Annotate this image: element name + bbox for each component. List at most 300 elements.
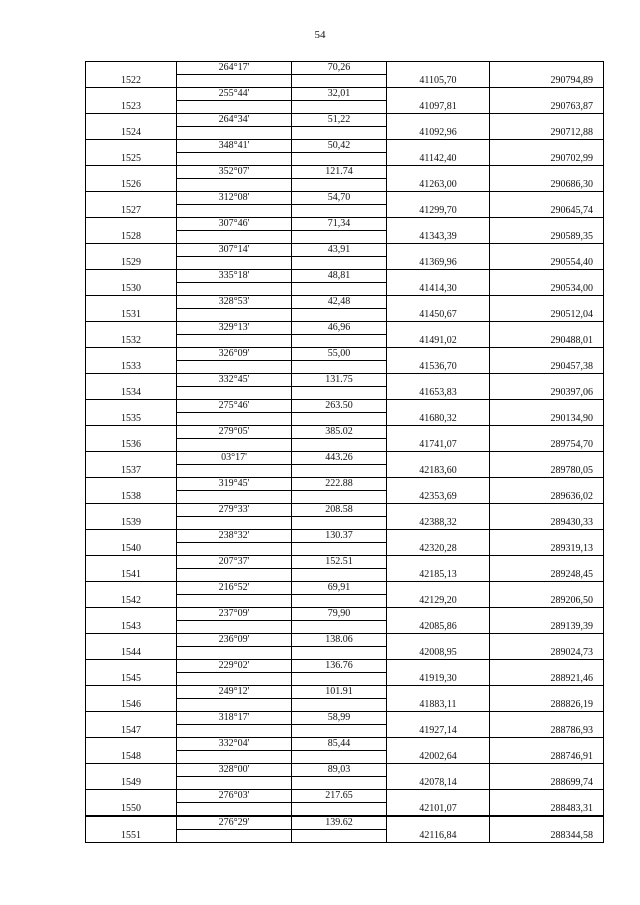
point-number-cell: 1545 bbox=[86, 673, 177, 686]
table-row bbox=[86, 413, 604, 426]
point-number-cell: 1534 bbox=[86, 387, 177, 400]
x-coordinate-cell: 42002,64 bbox=[387, 751, 490, 764]
line-length-cell bbox=[292, 803, 387, 817]
direction-angle-cell: 352°07' bbox=[177, 166, 292, 179]
line-length-cell: 136.76 bbox=[292, 660, 387, 673]
x-coordinate-cell: 42008,95 bbox=[387, 647, 490, 660]
line-length-cell: 217.65 bbox=[292, 790, 387, 803]
direction-angle-cell: 255°44' bbox=[177, 88, 292, 101]
table-row bbox=[86, 270, 604, 283]
point-number-cell bbox=[86, 634, 177, 647]
line-length-cell: 152.51 bbox=[292, 556, 387, 569]
table-row bbox=[86, 218, 604, 231]
direction-angle-cell: 328°00' bbox=[177, 764, 292, 777]
y-coordinate-cell bbox=[490, 426, 604, 439]
line-length-cell bbox=[292, 335, 387, 348]
line-length-cell bbox=[292, 153, 387, 166]
direction-angle-cell bbox=[177, 725, 292, 738]
direction-angle-cell bbox=[177, 309, 292, 322]
direction-angle-cell bbox=[177, 543, 292, 556]
direction-angle-cell bbox=[177, 673, 292, 686]
line-length-cell: 48,81 bbox=[292, 270, 387, 283]
direction-angle-cell bbox=[177, 205, 292, 218]
table-row bbox=[86, 777, 604, 790]
y-coordinate-cell bbox=[490, 790, 604, 803]
y-coordinate-cell bbox=[490, 530, 604, 543]
point-number-cell: 1527 bbox=[86, 205, 177, 218]
direction-angle-cell bbox=[177, 153, 292, 166]
x-coordinate-cell: 42116,84 bbox=[387, 830, 490, 843]
direction-angle-cell: 216°52' bbox=[177, 582, 292, 595]
direction-angle-cell bbox=[177, 751, 292, 764]
point-number-cell bbox=[86, 244, 177, 257]
y-coordinate-cell bbox=[490, 166, 604, 179]
point-number-cell bbox=[86, 114, 177, 127]
point-number-cell bbox=[86, 322, 177, 335]
x-coordinate-cell bbox=[387, 244, 490, 257]
direction-angle-cell bbox=[177, 413, 292, 426]
point-number-cell bbox=[86, 166, 177, 179]
point-number-cell: 1540 bbox=[86, 543, 177, 556]
point-number-cell bbox=[86, 712, 177, 725]
direction-angle-cell bbox=[177, 387, 292, 400]
point-number-cell: 1537 bbox=[86, 465, 177, 478]
x-coordinate-cell: 42101,07 bbox=[387, 803, 490, 817]
line-length-cell bbox=[292, 699, 387, 712]
point-number-cell: 1543 bbox=[86, 621, 177, 634]
line-length-cell: 85,44 bbox=[292, 738, 387, 751]
table-row bbox=[86, 660, 604, 673]
y-coordinate-cell: 289139,39 bbox=[490, 621, 604, 634]
point-number-cell bbox=[86, 478, 177, 491]
y-coordinate-cell bbox=[490, 114, 604, 127]
y-coordinate-cell bbox=[490, 88, 604, 101]
point-number-cell bbox=[86, 660, 177, 673]
direction-angle-cell: 249°12' bbox=[177, 686, 292, 699]
direction-angle-cell: 332°04' bbox=[177, 738, 292, 751]
table-row bbox=[86, 101, 604, 114]
direction-angle-cell: 329°13' bbox=[177, 322, 292, 335]
x-coordinate-cell: 41299,70 bbox=[387, 205, 490, 218]
table-row bbox=[86, 335, 604, 348]
direction-angle-cell bbox=[177, 361, 292, 374]
x-coordinate-cell bbox=[387, 114, 490, 127]
x-coordinate-cell: 41450,67 bbox=[387, 309, 490, 322]
y-coordinate-cell: 290534,00 bbox=[490, 283, 604, 296]
direction-angle-cell: 312°08' bbox=[177, 192, 292, 205]
y-coordinate-cell bbox=[490, 296, 604, 309]
line-length-cell: 32,01 bbox=[292, 88, 387, 101]
direction-angle-cell bbox=[177, 699, 292, 712]
y-coordinate-cell bbox=[490, 556, 604, 569]
line-length-cell bbox=[292, 543, 387, 556]
table-row bbox=[86, 751, 604, 764]
table-row bbox=[86, 348, 604, 361]
y-coordinate-cell: 290645,74 bbox=[490, 205, 604, 218]
point-number-cell: 1522 bbox=[86, 75, 177, 88]
y-coordinate-cell: 289430,33 bbox=[490, 517, 604, 530]
point-number-cell: 1549 bbox=[86, 777, 177, 790]
y-coordinate-cell bbox=[490, 244, 604, 257]
table-row bbox=[86, 634, 604, 647]
point-number-cell: 1551 bbox=[86, 830, 177, 843]
x-coordinate-cell: 42320,28 bbox=[387, 543, 490, 556]
point-number-cell: 1525 bbox=[86, 153, 177, 166]
table-row bbox=[86, 283, 604, 296]
line-length-cell: 208.58 bbox=[292, 504, 387, 517]
table-row bbox=[86, 712, 604, 725]
x-coordinate-cell: 41919,30 bbox=[387, 673, 490, 686]
table-row bbox=[86, 699, 604, 712]
y-coordinate-cell: 289754,70 bbox=[490, 439, 604, 452]
table-row bbox=[86, 504, 604, 517]
x-coordinate-cell: 42388,32 bbox=[387, 517, 490, 530]
direction-angle-cell: 335°18' bbox=[177, 270, 292, 283]
direction-angle-cell: 238°32' bbox=[177, 530, 292, 543]
coordinates-table-body bbox=[86, 62, 604, 843]
point-number-cell: 1536 bbox=[86, 439, 177, 452]
x-coordinate-cell: 41142,40 bbox=[387, 153, 490, 166]
x-coordinate-cell: 42353,69 bbox=[387, 491, 490, 504]
point-number-cell: 1541 bbox=[86, 569, 177, 582]
line-length-cell bbox=[292, 725, 387, 738]
direction-angle-cell: 264°34' bbox=[177, 114, 292, 127]
direction-angle-cell: 237°09' bbox=[177, 608, 292, 621]
line-length-cell bbox=[292, 309, 387, 322]
point-number-cell bbox=[86, 400, 177, 413]
direction-angle-cell bbox=[177, 75, 292, 88]
line-length-cell bbox=[292, 257, 387, 270]
direction-angle-cell: 275°46' bbox=[177, 400, 292, 413]
line-length-cell bbox=[292, 517, 387, 530]
y-coordinate-cell bbox=[490, 504, 604, 517]
x-coordinate-cell: 41414,30 bbox=[387, 283, 490, 296]
table-row bbox=[86, 530, 604, 543]
line-length-cell bbox=[292, 439, 387, 452]
table-row bbox=[86, 114, 604, 127]
y-coordinate-cell: 290686,30 bbox=[490, 179, 604, 192]
line-length-cell: 222.88 bbox=[292, 478, 387, 491]
y-coordinate-cell: 289024,73 bbox=[490, 647, 604, 660]
table-row bbox=[86, 153, 604, 166]
y-coordinate-cell: 290702,99 bbox=[490, 153, 604, 166]
line-length-cell bbox=[292, 777, 387, 790]
table-row bbox=[86, 192, 604, 205]
table-row bbox=[86, 322, 604, 335]
table-row bbox=[86, 830, 604, 843]
table-row bbox=[86, 647, 604, 660]
table-row bbox=[86, 608, 604, 621]
point-number-cell: 1528 bbox=[86, 231, 177, 244]
direction-angle-cell bbox=[177, 335, 292, 348]
table-row bbox=[86, 465, 604, 478]
point-number-cell bbox=[86, 790, 177, 803]
point-number-cell bbox=[86, 270, 177, 283]
table-row bbox=[86, 88, 604, 101]
point-number-cell: 1539 bbox=[86, 517, 177, 530]
x-coordinate-cell bbox=[387, 192, 490, 205]
table-row bbox=[86, 400, 604, 413]
y-coordinate-cell bbox=[490, 374, 604, 387]
y-coordinate-cell bbox=[490, 634, 604, 647]
x-coordinate-cell: 41536,70 bbox=[387, 361, 490, 374]
x-coordinate-cell: 41092,96 bbox=[387, 127, 490, 140]
y-coordinate-cell: 289636,02 bbox=[490, 491, 604, 504]
line-length-cell: 55,00 bbox=[292, 348, 387, 361]
direction-angle-cell: 279°33' bbox=[177, 504, 292, 517]
x-coordinate-cell: 42185,13 bbox=[387, 569, 490, 582]
table-row bbox=[86, 75, 604, 88]
table-row bbox=[86, 595, 604, 608]
point-number-cell bbox=[86, 296, 177, 309]
table-row bbox=[86, 166, 604, 179]
y-coordinate-cell bbox=[490, 816, 604, 830]
x-coordinate-cell: 41680,32 bbox=[387, 413, 490, 426]
y-coordinate-cell: 290554,40 bbox=[490, 257, 604, 270]
y-coordinate-cell bbox=[490, 660, 604, 673]
direction-angle-cell bbox=[177, 231, 292, 244]
x-coordinate-cell bbox=[387, 62, 490, 75]
x-coordinate-cell: 41883,11 bbox=[387, 699, 490, 712]
x-coordinate-cell bbox=[387, 426, 490, 439]
x-coordinate-cell: 42129,20 bbox=[387, 595, 490, 608]
direction-angle-cell: 264°17' bbox=[177, 62, 292, 75]
table-row bbox=[86, 556, 604, 569]
direction-angle-cell bbox=[177, 465, 292, 478]
direction-angle-cell bbox=[177, 179, 292, 192]
direction-angle-cell bbox=[177, 830, 292, 843]
y-coordinate-cell: 289206,50 bbox=[490, 595, 604, 608]
y-coordinate-cell: 289248,45 bbox=[490, 569, 604, 582]
y-coordinate-cell: 288344,58 bbox=[490, 830, 604, 843]
y-coordinate-cell: 288921,46 bbox=[490, 673, 604, 686]
direction-angle-cell: 03°17' bbox=[177, 452, 292, 465]
y-coordinate-cell: 288483,31 bbox=[490, 803, 604, 817]
page-number: 54 bbox=[314, 29, 326, 41]
y-coordinate-cell: 288746,91 bbox=[490, 751, 604, 764]
point-number-cell: 1538 bbox=[86, 491, 177, 504]
table-row bbox=[86, 426, 604, 439]
line-length-cell bbox=[292, 127, 387, 140]
x-coordinate-cell: 42183,60 bbox=[387, 465, 490, 478]
table-row bbox=[86, 582, 604, 595]
direction-angle-cell bbox=[177, 127, 292, 140]
y-coordinate-cell bbox=[490, 686, 604, 699]
direction-angle-cell bbox=[177, 595, 292, 608]
table-row bbox=[86, 309, 604, 322]
line-length-cell bbox=[292, 569, 387, 582]
y-coordinate-cell bbox=[490, 348, 604, 361]
point-number-cell: 1532 bbox=[86, 335, 177, 348]
direction-angle-cell: 318°17' bbox=[177, 712, 292, 725]
table-row bbox=[86, 140, 604, 153]
direction-angle-cell bbox=[177, 491, 292, 504]
line-length-cell bbox=[292, 647, 387, 660]
line-length-cell bbox=[292, 283, 387, 296]
y-coordinate-cell bbox=[490, 140, 604, 153]
x-coordinate-cell bbox=[387, 712, 490, 725]
x-coordinate-cell bbox=[387, 530, 490, 543]
direction-angle-cell: 307°14' bbox=[177, 244, 292, 257]
point-number-cell bbox=[86, 218, 177, 231]
line-length-cell bbox=[292, 465, 387, 478]
x-coordinate-cell bbox=[387, 686, 490, 699]
line-length-cell: 443.26 bbox=[292, 452, 387, 465]
x-coordinate-cell bbox=[387, 218, 490, 231]
point-number-cell bbox=[86, 348, 177, 361]
table-row bbox=[86, 673, 604, 686]
table-row bbox=[86, 244, 604, 257]
x-coordinate-cell bbox=[387, 660, 490, 673]
x-coordinate-cell bbox=[387, 296, 490, 309]
line-length-cell bbox=[292, 205, 387, 218]
line-length-cell: 51,22 bbox=[292, 114, 387, 127]
y-coordinate-cell bbox=[490, 478, 604, 491]
direction-angle-cell: 348°41' bbox=[177, 140, 292, 153]
y-coordinate-cell: 290794,89 bbox=[490, 75, 604, 88]
line-length-cell: 263.50 bbox=[292, 400, 387, 413]
y-coordinate-cell bbox=[490, 218, 604, 231]
line-length-cell: 131.75 bbox=[292, 374, 387, 387]
line-length-cell: 71,34 bbox=[292, 218, 387, 231]
coordinates-table bbox=[85, 61, 604, 843]
line-length-cell bbox=[292, 101, 387, 114]
x-coordinate-cell bbox=[387, 478, 490, 491]
line-length-cell bbox=[292, 751, 387, 764]
direction-angle-cell bbox=[177, 439, 292, 452]
table-row bbox=[86, 478, 604, 491]
point-number-cell: 1544 bbox=[86, 647, 177, 660]
line-length-cell bbox=[292, 179, 387, 192]
line-length-cell bbox=[292, 830, 387, 843]
direction-angle-cell bbox=[177, 569, 292, 582]
y-coordinate-cell bbox=[490, 192, 604, 205]
point-number-cell: 1550 bbox=[86, 803, 177, 817]
x-coordinate-cell bbox=[387, 348, 490, 361]
y-coordinate-cell: 290488,01 bbox=[490, 335, 604, 348]
table-row bbox=[86, 621, 604, 634]
y-coordinate-cell bbox=[490, 322, 604, 335]
point-number-cell: 1526 bbox=[86, 179, 177, 192]
x-coordinate-cell bbox=[387, 400, 490, 413]
direction-angle-cell: 236°09' bbox=[177, 634, 292, 647]
table-row bbox=[86, 517, 604, 530]
x-coordinate-cell bbox=[387, 608, 490, 621]
y-coordinate-cell bbox=[490, 712, 604, 725]
x-coordinate-cell bbox=[387, 374, 490, 387]
table-row bbox=[86, 491, 604, 504]
x-coordinate-cell bbox=[387, 738, 490, 751]
y-coordinate-cell bbox=[490, 608, 604, 621]
y-coordinate-cell: 288699,74 bbox=[490, 777, 604, 790]
point-number-cell bbox=[86, 686, 177, 699]
point-number-cell bbox=[86, 764, 177, 777]
table-row bbox=[86, 361, 604, 374]
point-number-cell bbox=[86, 88, 177, 101]
point-number-cell bbox=[86, 140, 177, 153]
table-row bbox=[86, 257, 604, 270]
point-number-cell bbox=[86, 738, 177, 751]
x-coordinate-cell: 42085,86 bbox=[387, 621, 490, 634]
x-coordinate-cell bbox=[387, 764, 490, 777]
table-row bbox=[86, 738, 604, 751]
point-number-cell: 1546 bbox=[86, 699, 177, 712]
point-number-cell bbox=[86, 192, 177, 205]
y-coordinate-cell: 290134,90 bbox=[490, 413, 604, 426]
direction-angle-cell: 276°29' bbox=[177, 816, 292, 830]
direction-angle-cell: 279°05' bbox=[177, 426, 292, 439]
point-number-cell: 1523 bbox=[86, 101, 177, 114]
line-length-cell bbox=[292, 413, 387, 426]
table-row bbox=[86, 296, 604, 309]
point-number-cell bbox=[86, 556, 177, 569]
x-coordinate-cell bbox=[387, 166, 490, 179]
point-number-cell: 1548 bbox=[86, 751, 177, 764]
line-length-cell bbox=[292, 231, 387, 244]
line-length-cell: 42,48 bbox=[292, 296, 387, 309]
point-number-cell bbox=[86, 426, 177, 439]
point-number-cell bbox=[86, 452, 177, 465]
x-coordinate-cell bbox=[387, 816, 490, 830]
x-coordinate-cell bbox=[387, 504, 490, 517]
line-length-cell: 89,03 bbox=[292, 764, 387, 777]
line-length-cell: 43,91 bbox=[292, 244, 387, 257]
direction-angle-cell bbox=[177, 647, 292, 660]
point-number-cell: 1524 bbox=[86, 127, 177, 140]
y-coordinate-cell: 290712,88 bbox=[490, 127, 604, 140]
table-row bbox=[86, 179, 604, 192]
table-row bbox=[86, 725, 604, 738]
line-length-cell bbox=[292, 491, 387, 504]
x-coordinate-cell bbox=[387, 140, 490, 153]
line-length-cell: 54,70 bbox=[292, 192, 387, 205]
line-length-cell: 69,91 bbox=[292, 582, 387, 595]
x-coordinate-cell: 41369,96 bbox=[387, 257, 490, 270]
table-row bbox=[86, 790, 604, 803]
y-coordinate-cell bbox=[490, 400, 604, 413]
line-length-cell: 46,96 bbox=[292, 322, 387, 335]
table-row bbox=[86, 803, 604, 817]
x-coordinate-cell bbox=[387, 88, 490, 101]
table-row bbox=[86, 231, 604, 244]
y-coordinate-cell: 290763,87 bbox=[490, 101, 604, 114]
x-coordinate-cell bbox=[387, 634, 490, 647]
table-row bbox=[86, 686, 604, 699]
point-number-cell bbox=[86, 62, 177, 75]
table-row bbox=[86, 387, 604, 400]
table-row bbox=[86, 764, 604, 777]
x-coordinate-cell bbox=[387, 556, 490, 569]
table-row bbox=[86, 62, 604, 75]
point-number-cell bbox=[86, 530, 177, 543]
x-coordinate-cell bbox=[387, 322, 490, 335]
y-coordinate-cell: 288826,19 bbox=[490, 699, 604, 712]
y-coordinate-cell: 289780,05 bbox=[490, 465, 604, 478]
point-number-cell: 1529 bbox=[86, 257, 177, 270]
table-row bbox=[86, 543, 604, 556]
y-coordinate-cell bbox=[490, 582, 604, 595]
table-row bbox=[86, 452, 604, 465]
y-coordinate-cell bbox=[490, 62, 604, 75]
line-length-cell bbox=[292, 673, 387, 686]
y-coordinate-cell: 290397,06 bbox=[490, 387, 604, 400]
direction-angle-cell: 229°02' bbox=[177, 660, 292, 673]
x-coordinate-cell: 41653,83 bbox=[387, 387, 490, 400]
y-coordinate-cell: 290457,38 bbox=[490, 361, 604, 374]
direction-angle-cell: 328°53' bbox=[177, 296, 292, 309]
point-number-cell bbox=[86, 582, 177, 595]
direction-angle-cell: 276°03' bbox=[177, 790, 292, 803]
